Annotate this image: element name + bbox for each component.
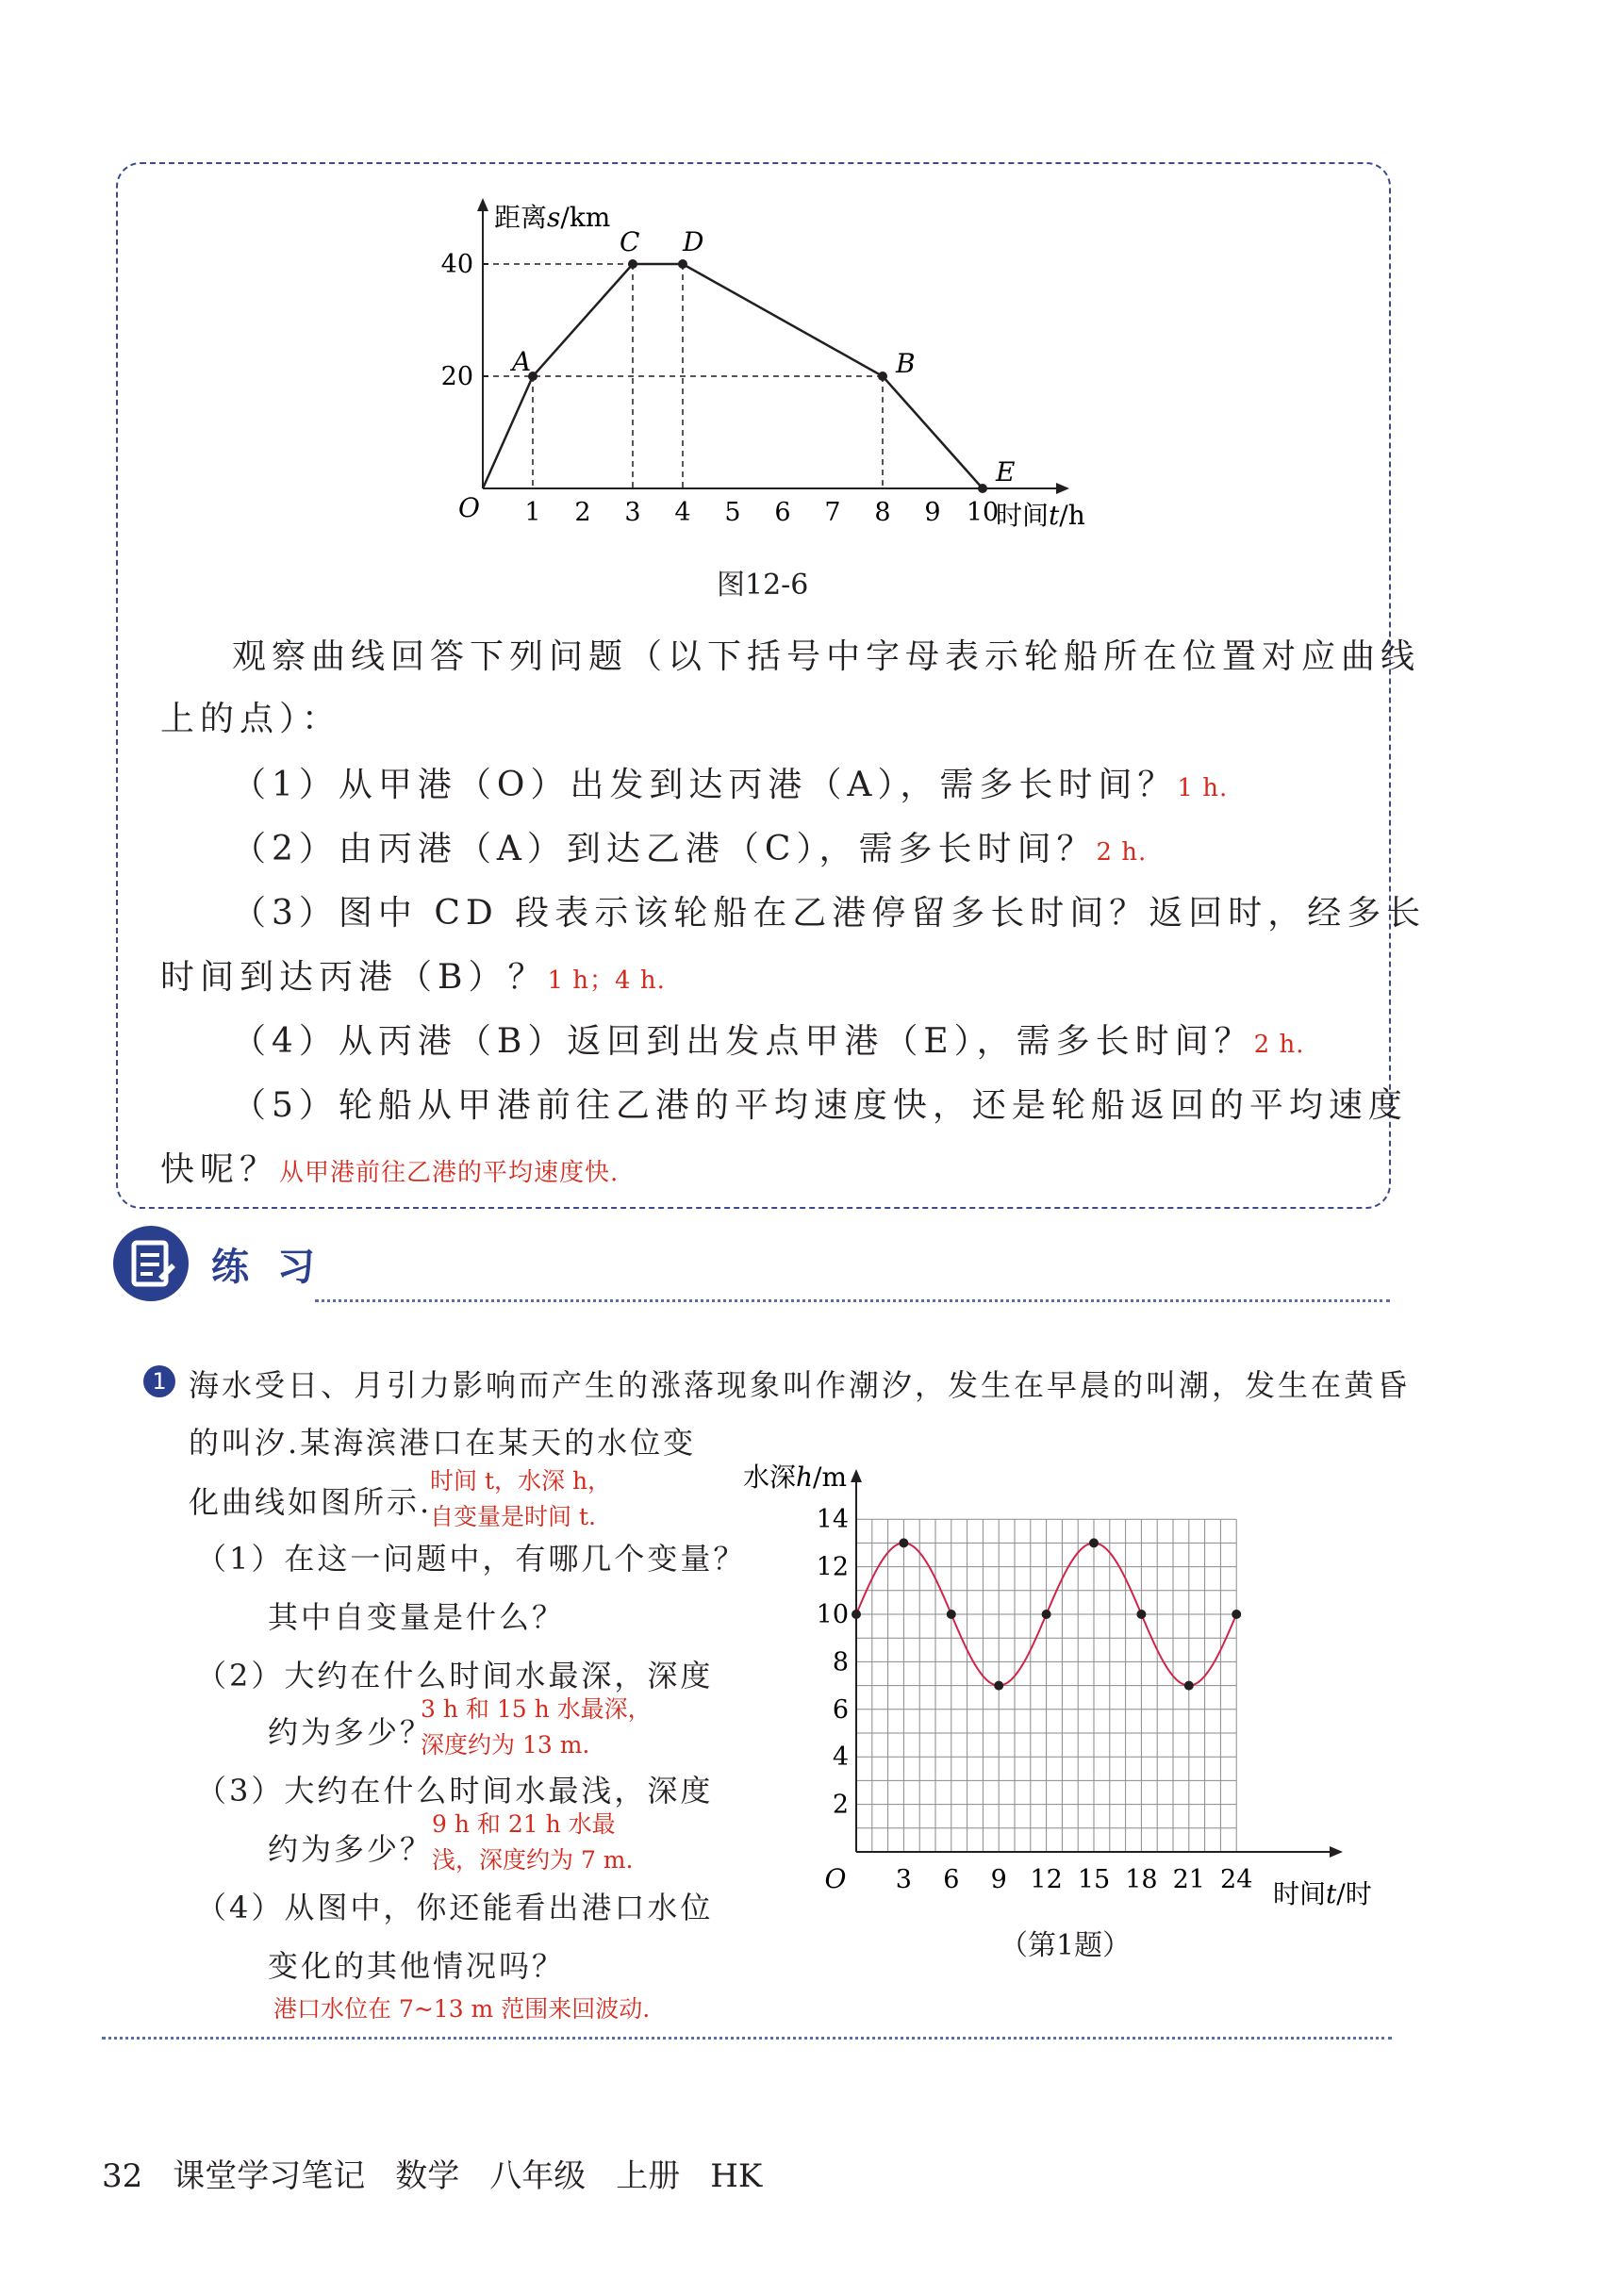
origin-label: O <box>458 492 480 523</box>
exercise-part2-line2: 约为多少？ <box>268 1714 434 1750</box>
distance-time-chart <box>396 189 1132 547</box>
x-tick-label: 9 <box>990 1865 1007 1894</box>
exercise-part2-line1: （2）大约在什么时间水最深，深度 <box>196 1658 714 1693</box>
question-1-text: （1）从甲港（O）出发到达丙港（A），需多长时间？ <box>232 766 1178 804</box>
point-B <box>878 372 887 381</box>
exercise-part3-line1: （3）大约在什么时间水最浅，深度 <box>196 1773 714 1809</box>
question-2-answer: 2 h. <box>1096 838 1148 867</box>
subject: 数学 <box>395 2157 460 2195</box>
x-tick-label: 24 <box>1220 1865 1253 1894</box>
question-5-line1: （5）轮船从甲港前往乙港的平均速度快，还是轮船返回的平均速度 <box>232 1086 1408 1125</box>
edition: HK <box>710 2157 763 2195</box>
x-tick-label: 7 <box>824 498 841 527</box>
y-tick-label: 14 <box>816 1505 849 1535</box>
question-2-text: （2）由丙港（A）到达乙港（C），需多长时间？ <box>232 830 1097 868</box>
y-tick-label: 6 <box>832 1694 849 1725</box>
x-tick-label: 21 <box>1172 1865 1205 1894</box>
x-tick-label: 4 <box>674 498 691 527</box>
y-axis-arrow <box>851 1469 862 1482</box>
question-4 <box>232 1015 1304 1063</box>
point-C <box>628 259 637 269</box>
exercise-part2-answer-line1: 3 h 和 15 h 水最深， <box>421 1695 652 1723</box>
question-4-text: （4）从丙港（B）返回到出发点甲港（E），需多长时间？ <box>232 1022 1254 1061</box>
point-label-A: A <box>512 346 532 377</box>
exercise-part4-answer: 港口水位在 7~13 m 范围来回波动. <box>273 1995 651 2023</box>
x-tick-label: 6 <box>774 498 791 527</box>
x-tick-label: 10 <box>966 498 1000 527</box>
x-tick-label: 5 <box>724 498 741 527</box>
point-E <box>978 484 987 493</box>
question-5-answer: 从甲港前往乙港的平均速度快. <box>279 1159 620 1187</box>
exercise-number-badge: 1 <box>143 1365 175 1397</box>
tide-point <box>1184 1681 1194 1691</box>
y-axis-arrow <box>477 198 488 211</box>
question-1-answer: 1 h. <box>1177 774 1229 802</box>
practice-icon <box>111 1224 190 1303</box>
exercise-part4-line1: （4）从图中，你还能看出港口水位 <box>196 1890 714 1925</box>
practice-rule-top <box>315 1299 1390 1302</box>
y-tick-label: 10 <box>816 1600 849 1629</box>
exercise-part3-answer-line2: 浅，深度约为 7 m. <box>432 1846 634 1874</box>
y-axis-label: 距离s/km <box>494 202 611 233</box>
question-2 <box>232 822 1147 870</box>
x-axis-arrow <box>1330 1846 1343 1858</box>
intro-line1: 观察曲线回答下列问题（以下括号中字母表示轮船所在位置对应曲线 <box>232 637 1421 676</box>
tide-point <box>852 1610 861 1619</box>
exercise-part1-line2: 其中自变量是什么？ <box>268 1599 566 1635</box>
y-tick-label: 40 <box>440 250 473 279</box>
origin-label: O <box>824 1863 847 1894</box>
x-tick-label: 6 <box>943 1865 960 1894</box>
exercise-stem-answer <box>430 1463 611 1535</box>
x-tick-label: 9 <box>924 498 941 527</box>
exercise-part2-answer-line2: 深度约为 13 m. <box>421 1731 590 1759</box>
x-tick-label: 3 <box>624 498 641 527</box>
point-label-B: B <box>896 348 916 379</box>
exercise-stem-line3: 化曲线如图所示. <box>189 1484 433 1520</box>
exercise-stem-answer-line2: 自变量是时间 t. <box>430 1503 596 1530</box>
exercise-part1-line1: （1）在这一问题中，有哪几个变量？ <box>196 1541 747 1577</box>
point-label-D: D <box>683 226 704 257</box>
tide-point <box>1136 1610 1146 1619</box>
point-D <box>678 259 687 269</box>
x-tick-label: 8 <box>874 498 891 527</box>
tide-point <box>1232 1610 1241 1619</box>
question-3-answer: 1 h；4 h. <box>547 966 666 995</box>
x-tick-label: 3 <box>895 1865 912 1894</box>
tide-point <box>947 1610 956 1619</box>
y-tick-label: 4 <box>832 1743 849 1773</box>
x-axis-arrow <box>1056 483 1069 494</box>
intro-line2: 上的点）： <box>160 700 342 738</box>
x-axis-label: 时间t/时 <box>1273 1878 1372 1909</box>
exercise-stem-answer-line1: 时间 t，水深 h， <box>430 1467 612 1495</box>
volume: 上册 <box>616 2157 681 2195</box>
x-tick-label: 1 <box>524 498 541 527</box>
point-label-C: C <box>620 226 640 257</box>
question-4-answer: 2 h. <box>1253 1031 1305 1059</box>
exercise-stem-line1: 海水受日、月引力影响而产生的涨落现象叫作潮汐，发生在早晨的叫潮，发生在黄昏 <box>189 1367 1411 1403</box>
x-tick-label: 18 <box>1125 1865 1158 1894</box>
point-label-E: E <box>996 456 1016 487</box>
figure2-caption: （第1题） <box>1000 1929 1132 1962</box>
question-3-line2 <box>160 950 666 999</box>
question-5-text: 快呢？ <box>160 1150 280 1189</box>
y-tick-label: 2 <box>832 1790 849 1820</box>
x-axis-label: 时间t/h <box>996 500 1085 531</box>
book-title: 课堂学习笔记 <box>173 2157 366 2195</box>
practice-rule-bottom <box>102 2037 1392 2040</box>
exercise-part4-line2: 变化的其他情况吗？ <box>268 1948 566 1984</box>
question-1 <box>232 758 1228 806</box>
page-footer <box>102 2150 792 2196</box>
exercise-stem-line2: 的叫汐.某海滨港口在某天的水位变 <box>189 1425 697 1461</box>
y-tick-label: 20 <box>440 362 473 391</box>
tide-point <box>1042 1610 1051 1619</box>
exercise-part3-answer-line1: 9 h 和 21 h 水最 <box>432 1810 616 1838</box>
tide-chart <box>726 1452 1405 1924</box>
x-tick-label: 2 <box>574 498 591 527</box>
exercise-part2-answer <box>421 1692 652 1763</box>
x-tick-label: 12 <box>1030 1865 1063 1894</box>
exercise-part3-answer <box>432 1807 633 1878</box>
figure1-caption: 图12-6 <box>717 569 809 602</box>
page-number: 32 <box>102 2157 143 2195</box>
y-axis-label: 水深h/m <box>742 1462 847 1493</box>
question-3-text: 时间到达丙港（B）？ <box>160 958 548 997</box>
tide-point <box>899 1538 908 1547</box>
y-tick-label: 8 <box>832 1647 849 1677</box>
question-5-line2 <box>160 1143 619 1191</box>
grade: 八年级 <box>489 2157 587 2195</box>
tide-point <box>1089 1538 1099 1547</box>
practice-title: 练 习 <box>211 1246 322 1289</box>
exercise-part3-line2: 约为多少？ <box>268 1831 434 1867</box>
question-3-line1: （3）图中 CD 段表示该轮船在乙港停留多长时间？返回时，经多长 <box>232 894 1427 933</box>
y-tick-label: 12 <box>816 1552 849 1582</box>
x-tick-label: 15 <box>1077 1865 1111 1894</box>
tide-point <box>994 1681 1003 1691</box>
